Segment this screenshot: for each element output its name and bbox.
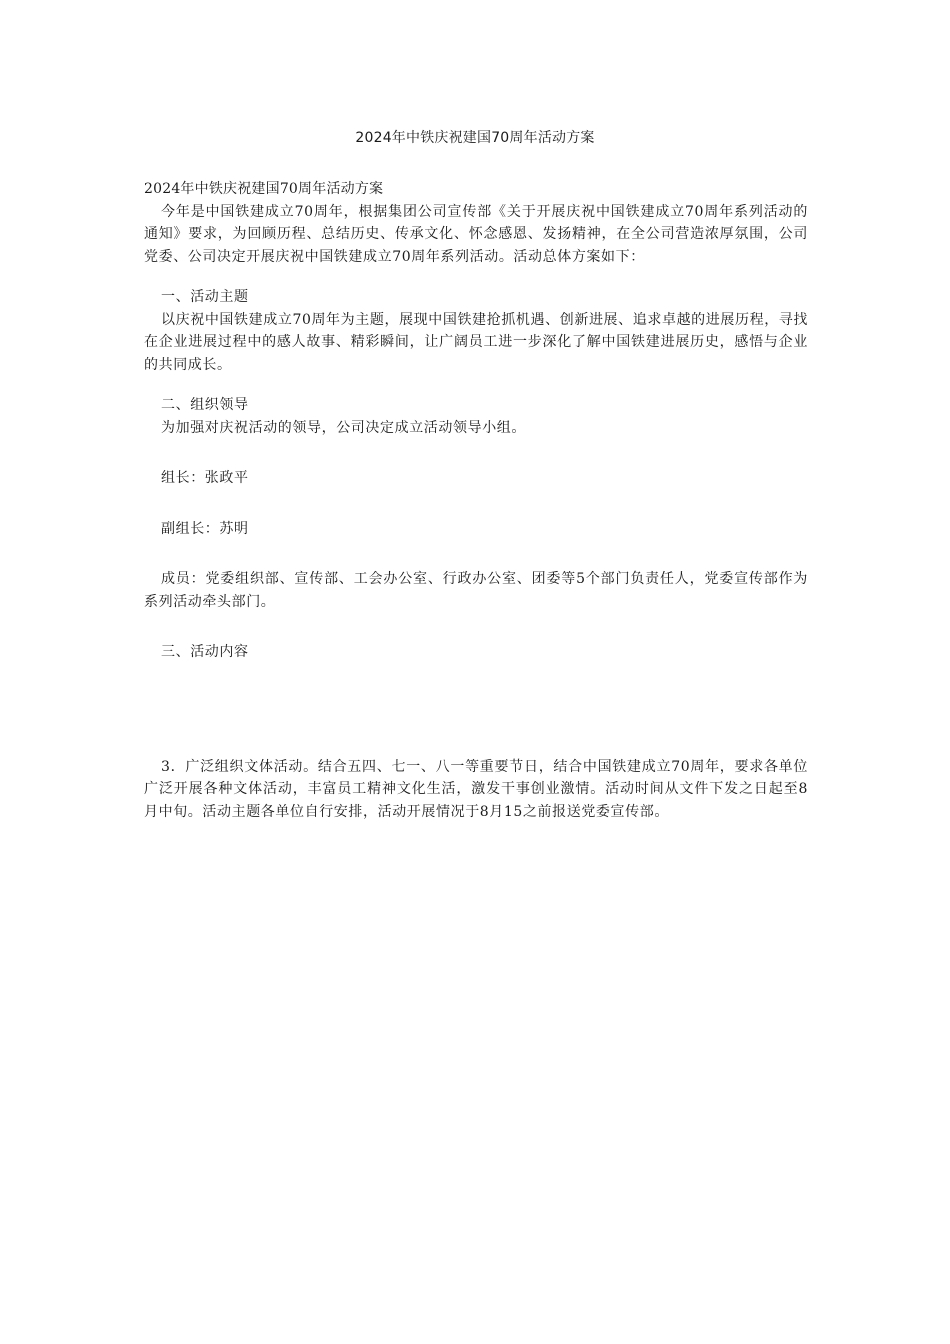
group-members: 成员：党委组织部、宣传部、工会办公室、行政办公室、团委等5个部门负责任人，党委宣传部作为系列活动牵头部门。 [144, 571, 808, 610]
document-body [144, 178, 808, 823]
group-deputy-leader: 副组长：苏明 [161, 520, 249, 537]
document-subtitle: 2024年中铁庆祝建国70周年活动方案 [144, 181, 384, 197]
section-1-heading: 一、活动主题 [161, 289, 249, 305]
intro-paragraph: 今年是中国铁建成立70周年，根据集团公司宣传部《关于开展庆祝中国铁建成立70周年系列活动的通知》要求，为回顾历程、总结历史、传承文化、怀念感恩、发扬精神，在全公司营造浓厚氛围，公司党委、公司决定开展庆祝中国铁建成立70周年系列活动。活动总体方案如下： [144, 203, 808, 265]
section-3-item-3: 3．广泛组织文体活动。结合五四、七一、八一等重要节日，结合中国铁建成立70周年，要求各单位广泛开展各种文体活动，丰富员工精神文化生活，激发干事创业激情。活动时间从文件下发之日起至8月中旬。活动主题各单位自行安排，活动开展情况于8月15之前报送党委宣传部。 [144, 758, 808, 820]
group-leader: 组长：张政平 [161, 470, 249, 486]
document-title: 2024年中铁庆祝建国70周年活动方案 [355, 130, 595, 146]
section-2-body: 为加强对庆祝活动的领导，公司决定成立活动领导小组。 [161, 419, 526, 436]
section-1-body: 以庆祝中国铁建成立70周年为主题，展现中国铁建抢抓机遇、创新进展、追求卓越的进展历程，寻找在企业进展过程中的感人故事、精彩瞬间，让广阔员工进一步深化了解中国铁建进展历史，感悟与企业的共同成长。 [144, 311, 808, 373]
section-3-heading: 三、活动内容 [161, 644, 249, 660]
section-2-heading: 二、组织领导 [161, 397, 249, 413]
